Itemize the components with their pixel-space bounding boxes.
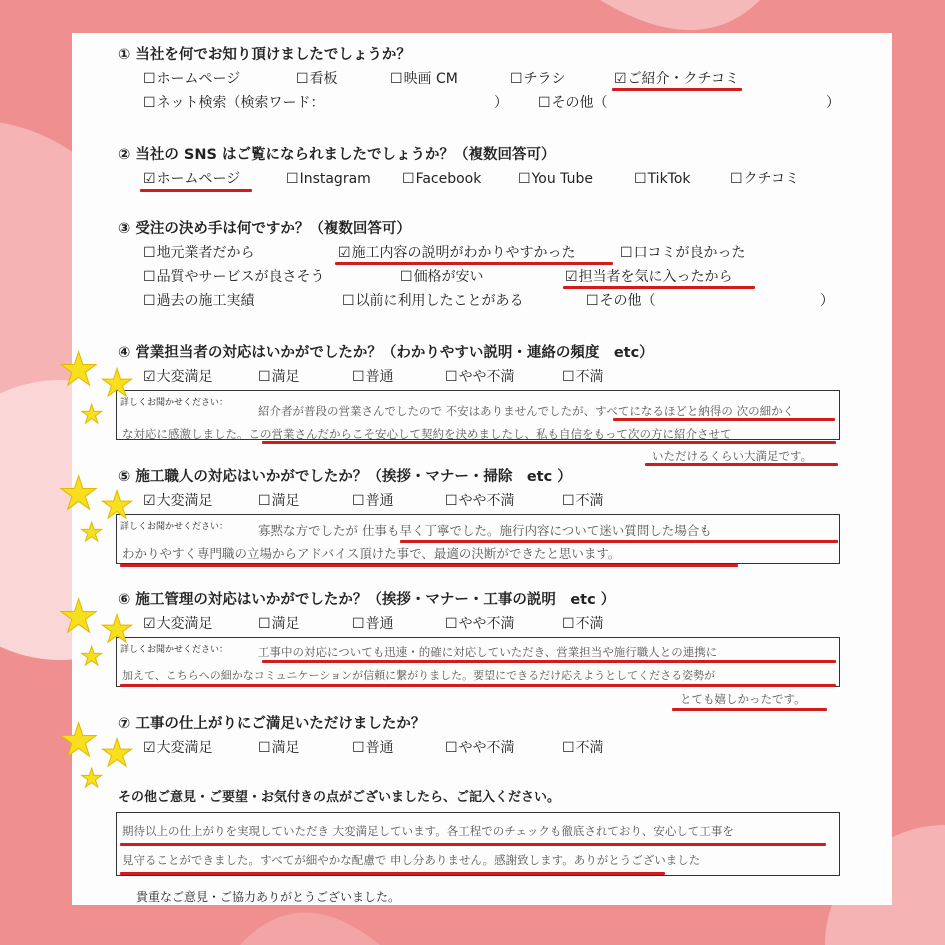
q3-option-local[interactable]: ☐ 地元業者だから xyxy=(143,244,255,262)
q1-search-close: ） xyxy=(494,95,508,111)
q3-option-other[interactable]: ☐ その他（ xyxy=(586,292,656,310)
star-icon: ★ xyxy=(80,764,104,794)
q1-option-signboard[interactable]: ☐ 看板 xyxy=(296,70,338,88)
q4-option-very-satisfied[interactable]: ☑ 大変満足 xyxy=(143,368,213,386)
q6-option-normal[interactable]: ☐ 普通 xyxy=(352,615,394,633)
q6-detail-label: 詳しくお聞かせください： xyxy=(120,645,229,655)
q7-option-unsatisfied[interactable]: ☐ 不満 xyxy=(562,739,604,757)
q2-option-instagram[interactable]: ☐ Instagram xyxy=(286,170,371,188)
q1-other-close: ） xyxy=(826,95,840,111)
q2-title: ② 当社の SNS はご覧になられましたでしょうか？（複数回答可） xyxy=(118,147,556,163)
underline xyxy=(563,286,755,289)
q6-option-satisfied[interactable]: ☐ 満足 xyxy=(258,615,300,633)
q5-option-satisfied[interactable]: ☐ 満足 xyxy=(258,492,300,510)
q1-title: ① 当社を何でお知り頂けましたでしょうか？ xyxy=(118,47,411,63)
q7-option-satisfied[interactable]: ☐ 満足 xyxy=(258,739,300,757)
footer-thanks: 貴重なご意見・ご協力ありがとうございました。 xyxy=(136,890,401,904)
q6-option-very-satisfied[interactable]: ☑ 大変満足 xyxy=(143,615,213,633)
q1-option-flyer[interactable]: ☐ チラシ xyxy=(510,70,566,88)
q5-option-normal[interactable]: ☐ 普通 xyxy=(352,492,394,510)
q1-option-movie[interactable]: ☐ 映画 CM xyxy=(390,70,458,88)
underline xyxy=(335,262,613,265)
q3-option-reviews[interactable]: ☐ 口コミが良かった xyxy=(620,244,746,262)
q5-detail-label: 詳しくお聞かせください： xyxy=(120,522,229,532)
q7-option-normal[interactable]: ☐ 普通 xyxy=(352,739,394,757)
underline xyxy=(140,189,252,192)
q5-option-unsatisfied[interactable]: ☐ 不満 xyxy=(562,492,604,510)
q2-option-kuchikomi[interactable]: ☐ クチコミ xyxy=(730,170,799,188)
q6-comment-line-2: 加えて、こちらへの細かなコミュニケーションが信頼に繋がりました。要望にできるだけ応えようとしてくださる姿勢が xyxy=(122,669,716,682)
underline xyxy=(672,708,827,711)
underline xyxy=(120,843,826,846)
q7-option-very-satisfied[interactable]: ☑ 大変満足 xyxy=(143,739,213,757)
q6-comment-line-1: 工事中の対応についても迅速・的確に対応していただき、営業担当や施行職人との連携に xyxy=(258,645,718,659)
star-icon: ★ xyxy=(58,589,100,643)
q4-comment-line-1: 紹介者が普段の営業さんでしたので 不安はありませんでしたが、すべてになるほどと納得の 次の細かく xyxy=(258,404,795,418)
q3-option-staff[interactable]: ☑ 担当者を気に入ったから xyxy=(565,268,733,286)
star-icon: ★ xyxy=(80,518,104,548)
q6-option-somewhat[interactable]: ☐ やや不満 xyxy=(445,615,515,633)
underline xyxy=(120,564,738,567)
q2-option-facebook[interactable]: ☐ Facebook xyxy=(402,170,481,188)
star-icon: ★ xyxy=(100,731,135,775)
q3-option-explain[interactable]: ☑ 施工内容の説明がわかりやすかった xyxy=(338,244,576,262)
underline xyxy=(262,660,836,663)
q4-comment-line-2: な対応に感激しました。この営業さんだからこそ安心して契約を決めましたし、私も自信をもって次の方に紹介させて xyxy=(122,427,732,441)
underline xyxy=(613,418,835,421)
underline xyxy=(120,684,836,687)
q4-detail-label: 詳しくお聞かせください： xyxy=(120,398,229,408)
other-comment-line-1: 期待以上の仕上がりを実現していただき 大変満足しています。各工程でのチェックも徹底されており、安心して工事を xyxy=(122,824,734,838)
star-icon: ★ xyxy=(58,342,100,396)
underline xyxy=(400,540,838,543)
q2-option-homepage[interactable]: ☑ ホームページ xyxy=(143,170,240,188)
star-icon: ★ xyxy=(80,400,104,430)
q5-title: ⑤ 施工職人の対応はいかがでしたか？（挨拶・マナー・掃除 etc ） xyxy=(118,469,572,485)
q1-option-homepage[interactable]: ☐ ホームページ xyxy=(143,70,240,88)
underline xyxy=(645,463,838,466)
star-icon: ★ xyxy=(58,466,100,520)
q2-option-tiktok[interactable]: ☐ TikTok xyxy=(634,170,691,188)
underline xyxy=(612,88,742,91)
other-comment-line-2: 見守ることができました。すべてが細やかな配慮で 申し分ありません。感謝致します。ありがとうございました xyxy=(122,853,701,867)
q3-option-used[interactable]: ☐ 以前に利用したことがある xyxy=(342,292,524,310)
q2-option-youtube[interactable]: ☐ You Tube xyxy=(518,170,593,188)
q4-option-normal[interactable]: ☐ 普通 xyxy=(352,368,394,386)
q6-comment-line-3: とても嬉しかったです。 xyxy=(680,692,806,706)
q3-option-quality[interactable]: ☐ 品質やサービスが良さそう xyxy=(143,268,325,286)
q3-other-close: ） xyxy=(820,293,834,309)
q6-title: ⑥ 施工管理の対応はいかがでしたか？（挨拶・マナー・工事の説明 etc ） xyxy=(118,592,616,608)
star-icon: ★ xyxy=(100,607,135,651)
q6-option-unsatisfied[interactable]: ☐ 不満 xyxy=(562,615,604,633)
q5-option-somewhat[interactable]: ☐ やや不満 xyxy=(445,492,515,510)
underline xyxy=(120,872,665,875)
q3-option-past[interactable]: ☐ 過去の施工実績 xyxy=(143,292,255,310)
star-icon: ★ xyxy=(80,642,104,672)
other-title: その他ご意見・ご要望・お気付きの点がございましたら、ご記入ください。 xyxy=(118,790,561,805)
q5-comment-line-2: わかりやすく専門職の立場からアドバイス頂けた事で、最適の決断ができたと思います。 xyxy=(122,546,621,561)
q1-option-referral[interactable]: ☑ ご紹介・クチコミ xyxy=(614,70,739,88)
q1-option-search[interactable]: ☐ ネット検索（検索ワード： xyxy=(143,94,325,112)
q3-option-price[interactable]: ☐ 価格が安い xyxy=(400,268,484,286)
q3-title: ③ 受注の決め手は何ですか？（複数回答可） xyxy=(118,221,411,237)
q1-option-other[interactable]: ☐ その他（ xyxy=(538,94,608,112)
underline xyxy=(262,441,836,444)
q5-comment-line-1: 寡黙な方でしたが 仕事も早く丁寧でした。施行内容について迷い質問した場合も xyxy=(258,523,712,538)
q4-comment-line-3: いただけるくらい大満足です。 xyxy=(652,449,813,463)
q4-title: ④ 営業担当者の対応はいかがでしたか？（わかりやすい説明・連絡の頻度 etc） xyxy=(118,345,654,361)
star-icon: ★ xyxy=(100,483,135,527)
q4-option-unsatisfied[interactable]: ☐ 不満 xyxy=(562,368,604,386)
star-icon: ★ xyxy=(100,361,135,405)
q7-title: ⑦ 工事の仕上がりにご満足いただけましたか？ xyxy=(118,716,426,732)
q7-option-somewhat[interactable]: ☐ やや不満 xyxy=(445,739,515,757)
q4-option-satisfied[interactable]: ☐ 満足 xyxy=(258,368,300,386)
star-icon: ★ xyxy=(58,713,100,767)
q4-option-somewhat[interactable]: ☐ やや不満 xyxy=(445,368,515,386)
q5-option-very-satisfied[interactable]: ☑ 大変満足 xyxy=(143,492,213,510)
